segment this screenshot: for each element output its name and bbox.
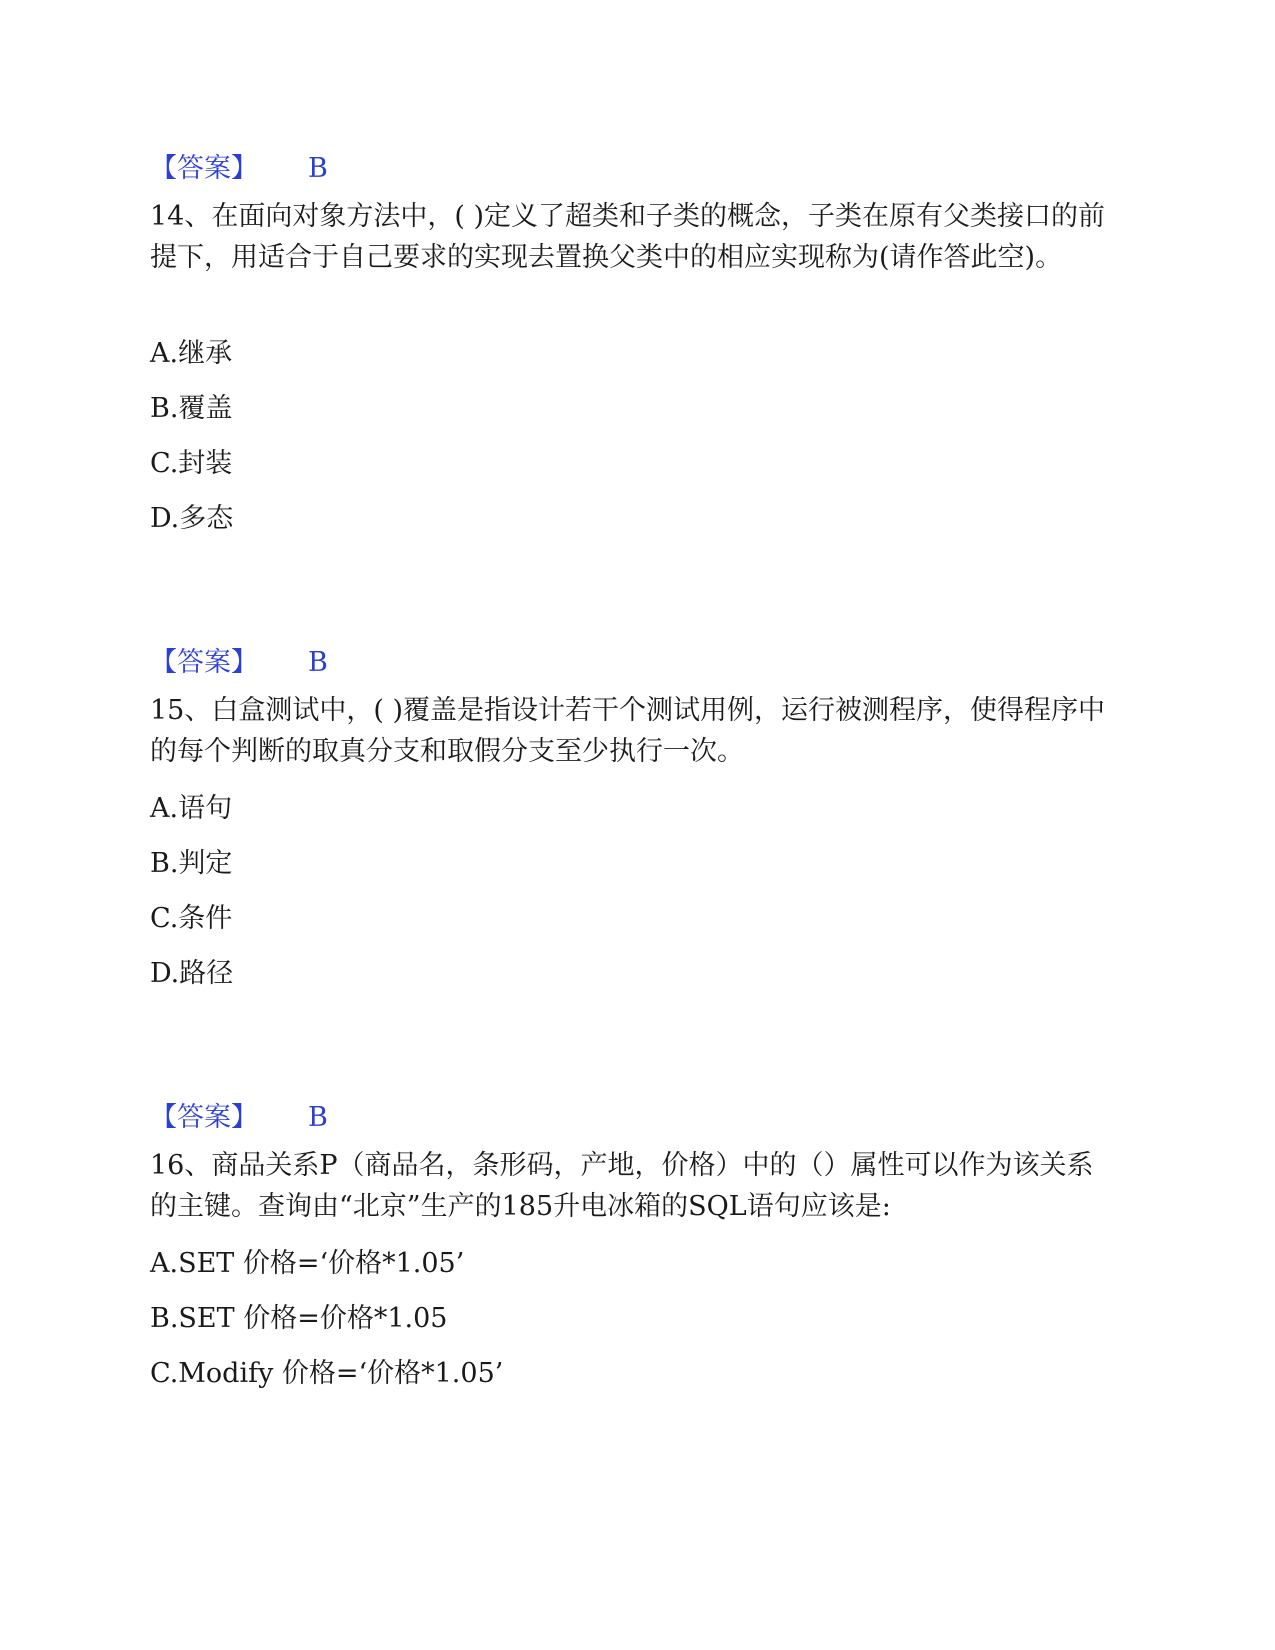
option-d: D.路径 [150, 958, 234, 989]
answer-label: 【答案】 [150, 1102, 258, 1133]
option-a: A.继承 [150, 338, 233, 369]
answer-label: 【答案】 [150, 647, 258, 678]
answer-label: 【答案】 [150, 153, 258, 184]
answer-value: B [308, 1102, 328, 1133]
answer-line [150, 146, 328, 185]
answer-value: B [308, 153, 328, 184]
option-a: A.语句 [150, 793, 233, 824]
answer-line [150, 640, 328, 679]
answer-value: B [308, 647, 328, 678]
option-c: C.Modify 价格=‘价格*1.05’ [150, 1358, 504, 1389]
option-b: B.覆盖 [150, 393, 233, 424]
option-c: C.条件 [150, 903, 233, 934]
option-d: D.多态 [150, 503, 234, 534]
option-b: B.SET 价格=价格*1.05 [150, 1303, 448, 1334]
question-text: 15、白盒测试中，( )覆盖是指设计若干个测试用例，运行被测程序，使得程序中的每个判断的取真分支和取假分支至少执行一次。 [150, 695, 1106, 767]
question-text: 16、商品关系P（商品名，条形码，产地，价格）中的（）属性可以作为该关系的主键。查询由“北京”生产的185升电冰箱的SQL语句应该是: [150, 1150, 1094, 1222]
option-b: B.判定 [150, 848, 233, 879]
option-a: A.SET 价格=‘价格*1.05’ [150, 1248, 465, 1279]
answer-line [150, 1095, 328, 1134]
question-text: 14、在面向对象方法中，( )定义了超类和子类的概念，子类在原有父类接口的前提下，用适合于自己要求的实现去置换父类中的相应实现称为(请作答此空)。 [150, 201, 1106, 273]
option-c: C.封装 [150, 448, 233, 479]
